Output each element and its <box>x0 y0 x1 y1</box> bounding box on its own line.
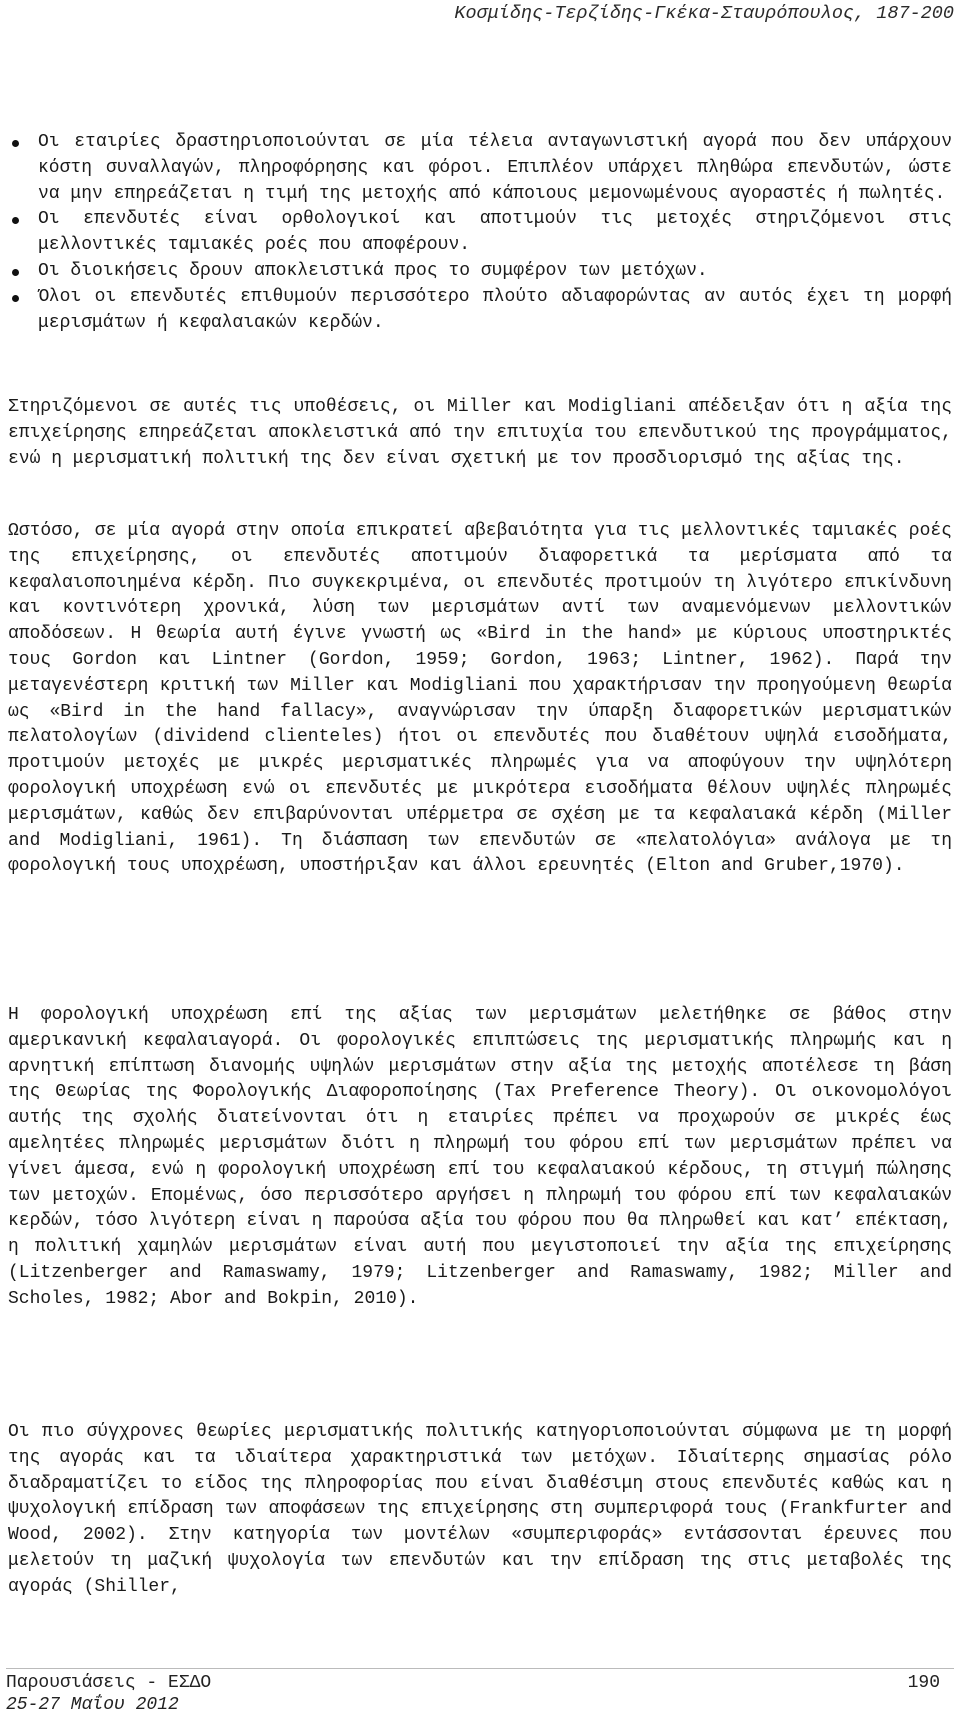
list-item <box>10 130 952 207</box>
body-paragraph: Οι πιο σύγχρονες θεωρίες μερισματικής πολιτικής κατηγοριοποιούνται σύμφωνα με τη μορφή της αγοράς και τα ιδιαίτερα χαρακτηριστικά των μετόχων. Ιδιαίτερης σημασίας ρόλο διαδραματίζει το είδος της πληροφορίας που είναι διαθέσιμη στους επενδυτές καθώς και η ψυχολογική επίδραση των αποφάσεων της επιχείρησης στη συμπεριφορά τους (Frankfurter and Wood, 2002). Στην κατηγορία των μοντέλων «συμπεριφοράς» εντάσσονται έρευνες που μελετούν τη μαζική ψυχολογία των επενδυτών και την επίδραση της στις μεταβολές της αγοράς (Shiller, <box>8 1422 952 1597</box>
list-item-text: Οι διοικήσεις δρουν αποκλειστικά προς το συμφέρον των μετόχων. <box>38 260 708 281</box>
list-item <box>10 285 952 337</box>
list-item <box>10 207 952 259</box>
body-paragraph: Στηριζόμενοι σε αυτές τις υποθέσεις, οι Miller και Modigliani απέδειξαν ότι η αξία της επιχείρησης επηρεάζεται αποκλειστικά από την επιτυχία του επενδυτικού της προγράμματος, ενώ η μερισματική πολιτική της δεν είναι σχετική με τον προσδιορισμό της αξίας της. <box>8 397 952 469</box>
footer-divider <box>6 1668 954 1669</box>
list-item-text: Οι εταιρίες δραστηριοποιούνται σε μία τέλεια ανταγωνιστική αγορά που δεν υπάρχουν κόστη συναλλαγών, πληροφόρησης και φόροι. Επιπλέον υπάρχει πληθώρα επενδυτών, ώστε να μην επηρεάζεται η τιμή της μετοχής από κάποιους μεμονωμένους αγοραστές ή πωλητές. <box>38 132 952 204</box>
list-item <box>10 259 952 285</box>
footer-publication: Παρουσιάσεις - ΕΣΔΟ <box>6 1673 212 1693</box>
body-paragraph: Ωστόσο, σε μία αγορά στην οποία επικρατεί αβεβαιότητα για τις μελλοντικές ταμιακές ροές της επιχείρησης, οι επενδυτές αποτιμούν διαφορετικά τα μερίσματα από τα κεφαλαιοποιημένα κέρδη. Πιο συγκεκριμένα, οι επενδυτές προτιμούν τη λιγότερο επικίνδυνη και κοντινότερη χρονικά, λύση των μερισμάτων αντί των αναμενόμενων μελλοντικών αποδόσεων. Η θεωρία αυτή έγινε γνωστή ως «Bird in the hand» με κύριους υποστηρικτές τους Gordon και Lintner (Gordon, 1959; Gordon, 1963; Lintner, 1962). Παρά την μεταγενέστερη κριτική των Miller και Modigliani που χαρακτήρισαν την προηγούμενη θεωρία ως «Bird in the hand fallacy», αναγνώρισαν την ύπαρξη διαφορετικών μερισματικών πελατολογίων (dividend clienteles) ήτοι οι επενδυτές που διαθέτουν υψηλά εισοδήματα, προτιμούν μετοχές με μικρές μερισματικές πληρωμές για να αποφύγουν την υψηλότερη φορολογική υποχρέωση ενώ οι επενδυτές με μικρότερα εισοδήματα θέλουν υψηλές πληρωμές μερισμάτων, καθώς δεν επιβαρύνονται υπέρμετρα σε σχέση με τα κεφαλαιακά κέρδη (Miller and Modigliani, 1961). Τη διάσπαση των επενδυτών σε «πελατολόγια» ανάλογα με τη φορολογική τους υποχρέωση, υποστήριξαν και άλλοι ερευνητές (Elton and Gruber,1970). <box>8 521 952 877</box>
bullet-icon <box>12 217 19 224</box>
bullet-icon <box>12 140 19 147</box>
bullet-icon <box>12 269 19 276</box>
body-paragraph: Η φορολογική υποχρέωση επί της αξίας των μερισμάτων μελετήθηκε σε βάθος στην αμερικανική κεφαλαιαγορά. Οι φορολογικές επιπτώσεις της μερισματικής πληρωμής και η αρνητική επίπτωση διανομής υψηλών μερισμάτων στην αξία της μετοχής αποτέλεσε τη βάση της Θεωρίας της Φορολογικής Διαφοροποίησης (Tax Preference Theory). Οι οικονομολόγοι αυτής της σχολής διατείνονται ότι η εταιρίες πρέπει να προχωρούν σε μικρές έως αμελητέες πληρωμές μερισμάτων διότι η πληρωμή του φόρου επί των μερισμάτων πρέπει να γίνει άμεσα, ενώ η φορολογική υποχρέωση επί του κεφαλαιακού κέρδους, τη στιγμή πώλησης των μετοχών. Επομένως, όσο περισσότερο αργήσει η πληρωμή του φόρου επί των κεφαλαιακών κερδών, τόσο λιγότερη είναι η παρούσα αξία του φόρου που θα πληρωθεί και κατ’ επέκταση, η πολιτική χαμηλών μερισμάτων είναι αυτή που μεγιστοποιεί την αξία της επιχείρησης (Litzenberger and Ramaswamy, 1979; Litzenberger and Ramaswamy, 1982; Miller and Scholes, 1982; Abor and Bokpin, 2010). <box>8 1005 952 1309</box>
assumptions-list <box>10 130 952 336</box>
footer <box>6 1672 211 1716</box>
list-item-text: Οι επενδυτές είναι ορθολογικοί και αποτιμούν τις μετοχές στηριζόμενοι στις μελλοντικές ταμιακές ροές που αποφέρουν. <box>38 209 952 256</box>
page-number: 190 <box>907 1673 940 1693</box>
list-item-text: Όλοι οι επενδυτές επιθυμούν περισσότερο πλούτο αδιαφορώντας αν αυτός έχει τη μορφή μερισμάτων ή κεφαλαιακών κερδών. <box>38 286 952 333</box>
footer-date: 25-27 Μαΐου 2012 <box>6 1695 179 1715</box>
running-header: Κοσμίδης-Τερζίδης-Γκέκα-Σταυρόπουλος, 187-200 <box>454 3 954 24</box>
bullet-icon <box>12 295 19 302</box>
